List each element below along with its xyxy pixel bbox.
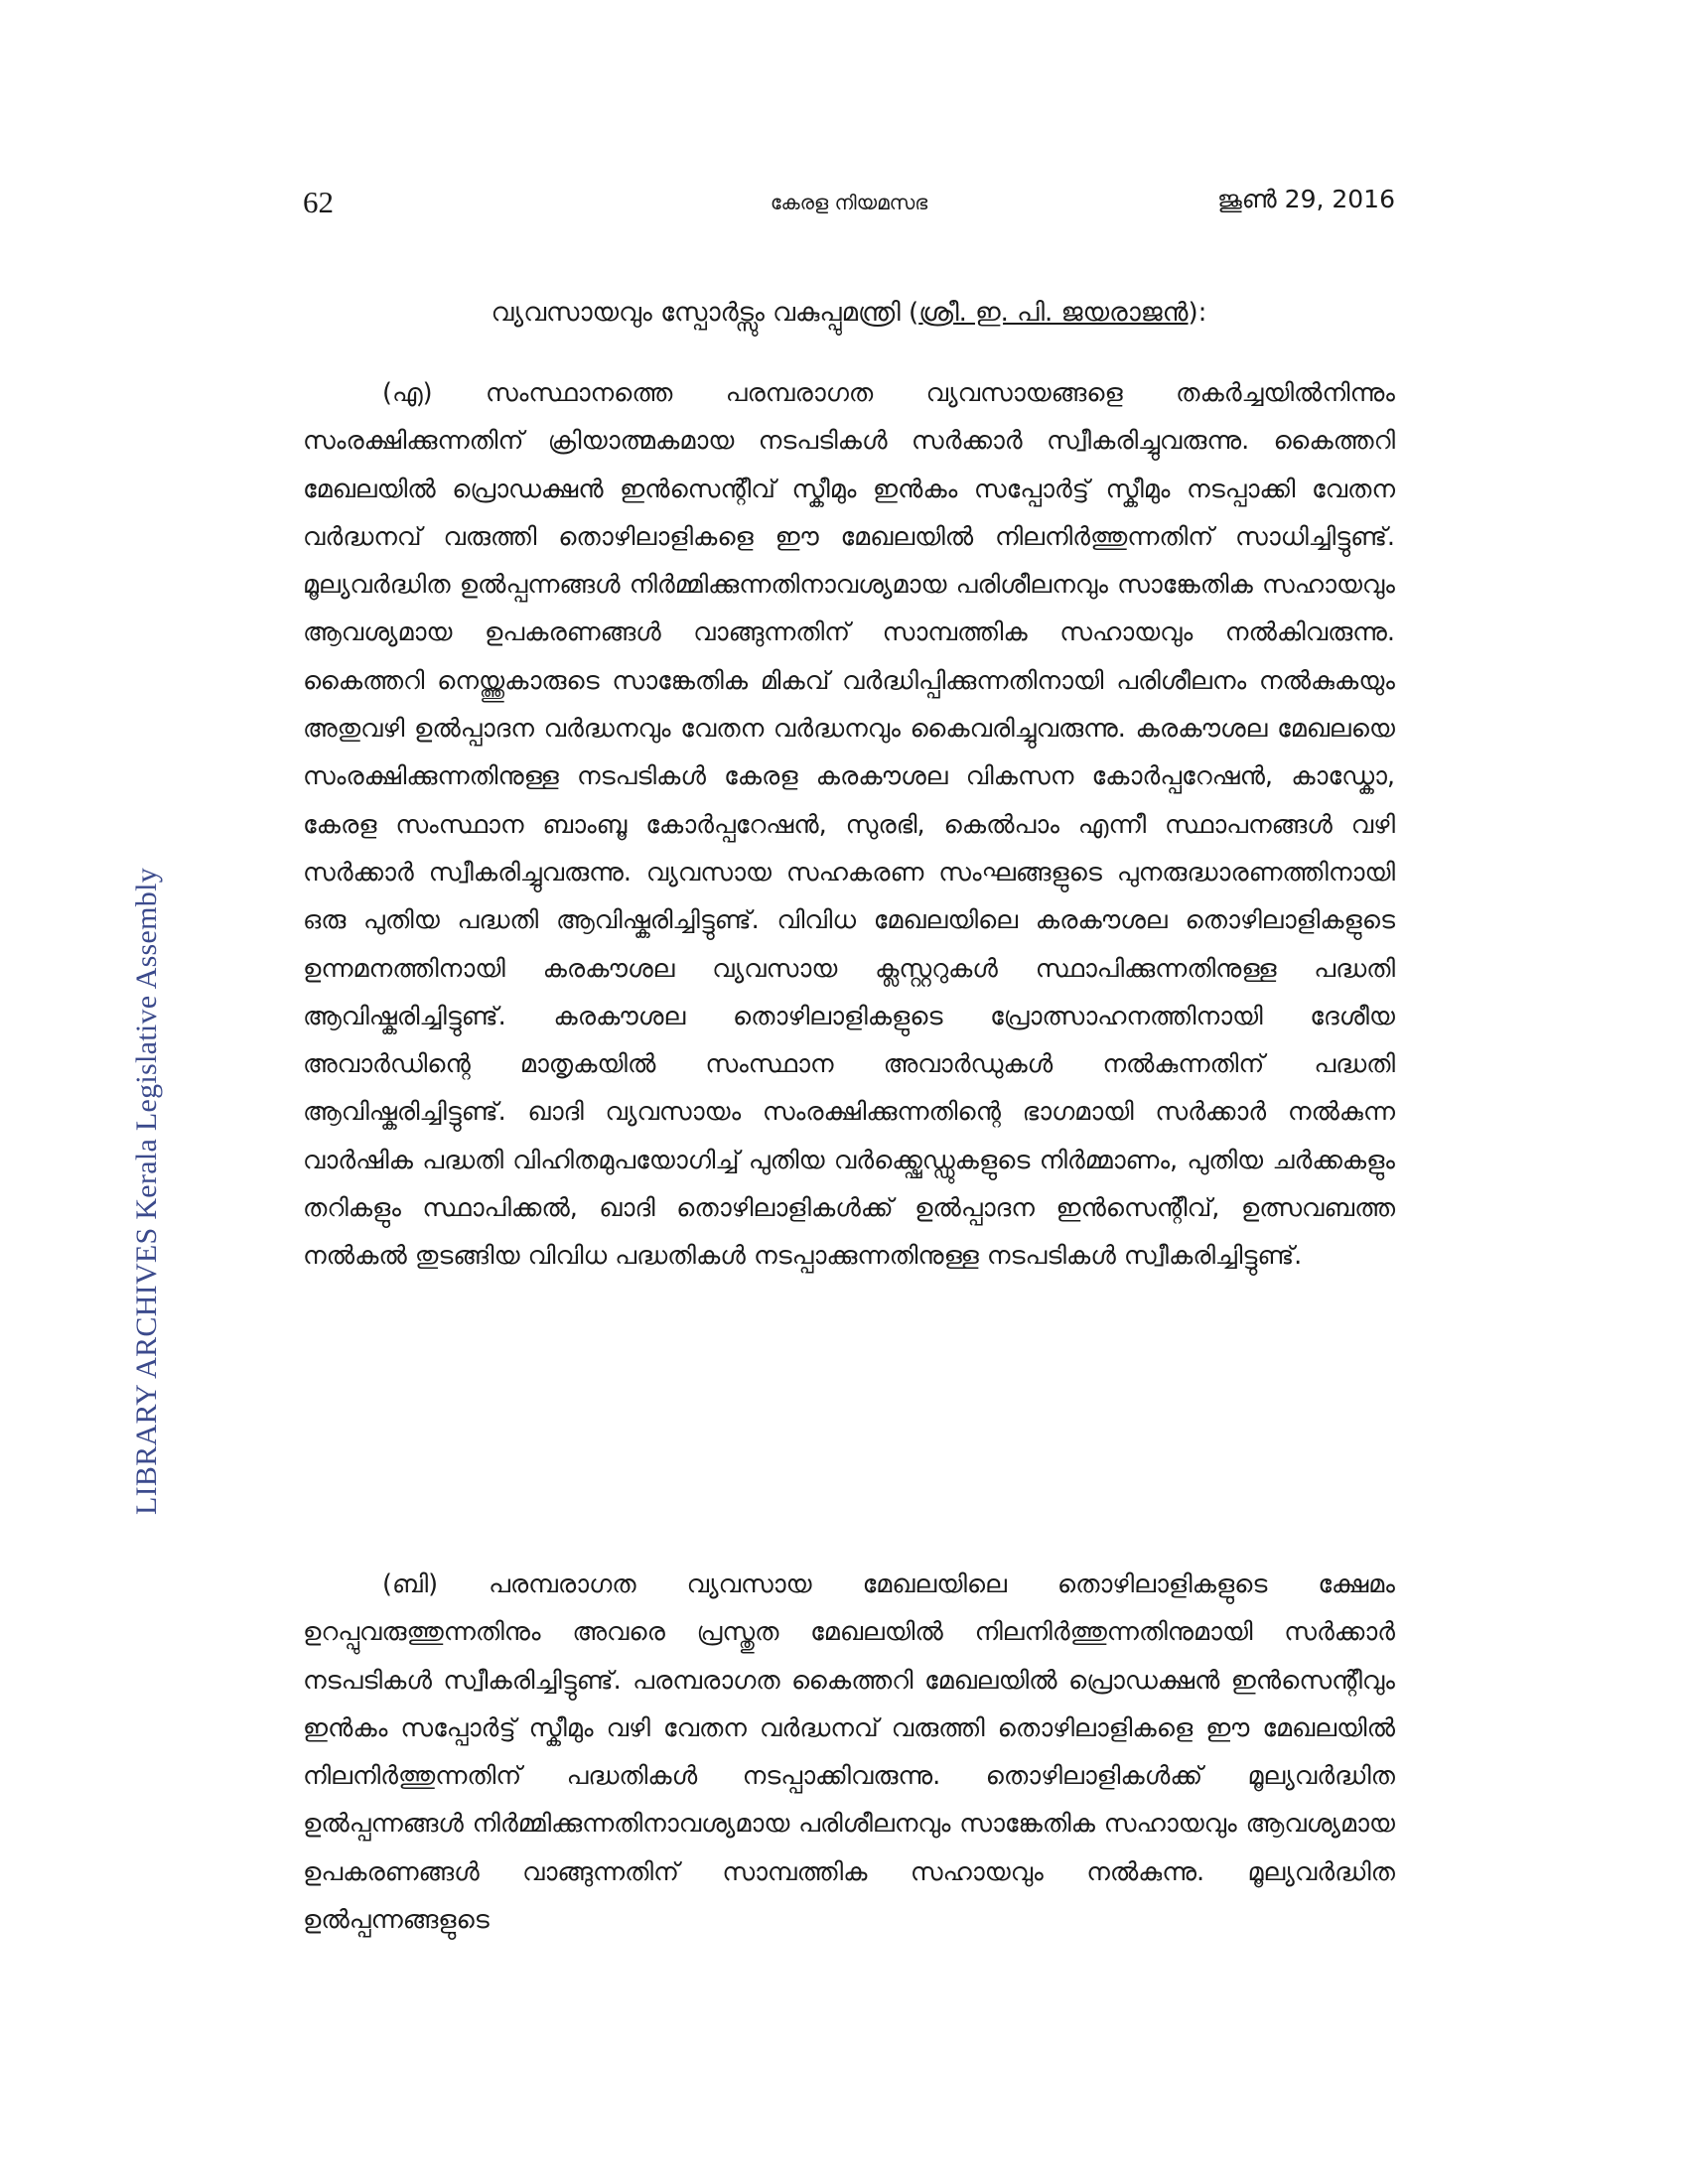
archive-watermark: LIBRARY ARCHIVES Kerala Legislative Assembly: [130, 867, 163, 1516]
page-header: [303, 185, 1395, 224]
speaker-suffix: ):: [1188, 298, 1207, 328]
page-number: 62: [303, 185, 334, 219]
running-title: കേരള നിയമസഭ: [770, 191, 928, 214]
speaker-title: വ്യവസായവും സ്പോർട്സും വകുപ്പുമന്ത്രി (: [491, 298, 919, 328]
header-date: ജൂൺ 29, 2016: [1216, 185, 1395, 213]
answer-paragraph-b: (ബി) പരമ്പരാഗത വ്യവസായ മേഖലയിലെ തൊഴിലാളികളുടെ ക്ഷേമം ഉറപ്പുവരുത്തുന്നതിനും അവരെ പ്രസ്തുത മേഖലയിൽ നിലനിർത്തുന്നതിനുമായി സർക്കാർ നടപടികൾ സ്വീകരിച്ചിട്ടുണ്ട്. പരമ്പരാഗത കൈത്തറി മേഖലയിൽ പ്രൊഡക്ഷൻ ഇൻസെന്റീവും ഇൻകം സപ്പോർട്ട് സ്കീമും വഴി വേതന വർദ്ധനവ് വരുത്തി തൊഴിലാളികളെ ഈ മേഖലയിൽ നിലനിർത്തുന്നതിന് പദ്ധതികൾ നടപ്പാക്കിവരുന്നു. തൊഴിലാളികൾക്ക് മൂല്യവർദ്ധിത ഉൽപ്പന്നങ്ങൾ നിർമ്മിക്കുന്നതിനാവശ്യമായ പരിശീലനവും സാങ്കേതിക സഹായവും ആവശ്യമായ ഉപകരണങ്ങൾ വാങ്ങുന്നതിന് സാമ്പത്തിക സഹായവും നൽകുന്നു. മൂല്യവർദ്ധിത ഉൽപ്പന്നങ്ങളുടെ: [303, 1570, 1395, 1936]
answer-paragraph-a: (എ) സംസ്ഥാനത്തെ പരമ്പരാഗത വ്യവസായങ്ങളെ തകർച്ചയിൽനിന്നും സംരക്ഷിക്കുന്നതിന് ക്രിയാത്മകമായ നടപടികൾ സർക്കാർ സ്വീകരിച്ചുവരുന്നു. കൈത്തറി മേഖലയിൽ പ്രൊഡക്ഷൻ ഇൻസെന്റീവ് സ്കീമും ഇൻകം സപ്പോർട്ട് സ്കീമും നടപ്പാക്കി വേതന വർദ്ധനവ് വരുത്തി തൊഴിലാളികളെ ഈ മേഖലയിൽ നിലനിർത്തുന്നതിന് സാധിച്ചിട്ടുണ്ട്. മൂല്യവർദ്ധിത ഉൽപ്പന്നങ്ങൾ നിർമ്മിക്കുന്നതിനാവശ്യമായ പരിശീലനവും സാങ്കേതിക സഹായവും ആവശ്യമായ ഉപകരണങ്ങൾ വാങ്ങുന്നതിന് സാമ്പത്തിക സഹായവും നൽകിവരുന്നു. കൈത്തറി നെയ്ത്തുകാരുടെ സാങ്കേതിക മികവ് വർദ്ധിപ്പിക്കുന്നതിനായി പരിശീലനം നൽകുകയും അതുവഴി ഉൽപ്പാദന വർദ്ധനവും വേതന വർദ്ധനവും കൈവരിച്ചുവരുന്നു. കരകൗശല മേഖലയെ സംരക്ഷിക്കുന്നതിനുള്ള നടപടികൾ കേരള കരകൗശല വികസന കോർപ്പറേഷൻ, കാഡ്കോ, കേരള സംസ്ഥാന ബാംബൂ കോർപ്പറേഷൻ, സുരഭി, കെൽപാം എന്നീ സ്ഥാപനങ്ങൾ വഴി സർക്കാർ സ്വീകരിച്ചുവരുന്നു. വ്യവസായ സഹകരണ സംഘങ്ങളുടെ പുനരുദ്ധാരണത്തിനായി ഒരു പുതിയ പദ്ധതി ആവിഷ്കരിച്ചിട്ടുണ്ട്. വിവിധ മേഖലയിലെ കരകൗശല തൊഴിലാളികളുടെ ഉന്നമനത്തിനായി കരകൗശല വ്യവസായ ക്ലസ്റ്ററുകൾ സ്ഥാപിക്കുന്നതിനുള്ള പദ്ധതി ആവിഷ്കരിച്ചിട്ടുണ്ട്. കരകൗശല തൊഴിലാളികളുടെ പ്രോത്സാഹനത്തിനായി ദേശീയ അവാർഡിന്റെ മാതൃകയിൽ സംസ്ഥാന അവാർഡുകൾ നൽകുന്നതിന് പദ്ധതി ആവിഷ്കരിച്ചിട്ടുണ്ട്. ഖാദി വ്യവസായം സംരക്ഷിക്കുന്നതിന്റെ ഭാഗമായി സർക്കാർ നൽകുന്ന വാർഷിക പദ്ധതി വിഹിതമുപയോഗിച്ച് പുതിയ വർക്ക്ഷെഡ്ഡുകളുടെ നിർമ്മാണം, പുതിയ ചർക്കകളും തറികളും സ്ഥാപിക്കൽ, ഖാദി തൊഴിലാളികൾക്ക് ഉൽപ്പാദന ഇൻസെന്റീവ്, ഉത്സവബത്ത നൽകൽ തുടങ്ങിയ വിവിധ പദ്ധതികൾ നടപ്പാക്കുന്നതിനുള്ള നടപടികൾ സ്വീകരിച്ചിട്ടുണ്ട്.: [303, 378, 1395, 1272]
speaker-name: ശ്രീ. ഇ. പി. ജയരാജൻ: [918, 298, 1189, 328]
speaker-heading: [303, 298, 1395, 329]
